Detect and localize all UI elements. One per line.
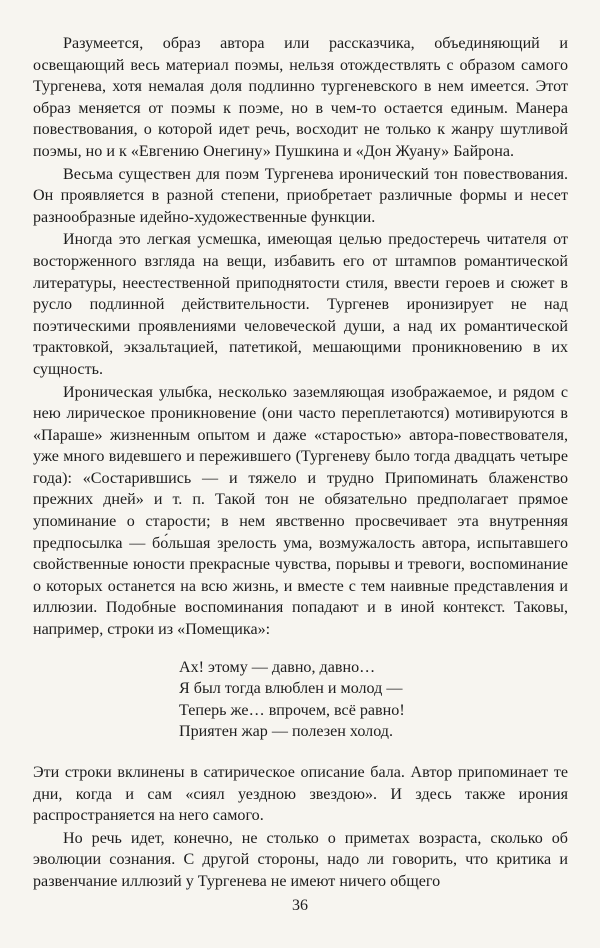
paragraph: Но речь идет, конечно, не столько о приметах возраста, сколько об эволюции сознания. С другой стороны, надо ли говорить, что критика и развенчание иллюзий у Тургенева не имеют ничего общего [33, 829, 568, 890]
poem-line: Я был тогда влюблен и молод — [179, 680, 403, 698]
page-number: 36 [292, 897, 308, 914]
paragraph: Эти строки вклинены в сатирическое описание бала. Автор припоминает те дни, когда и сам «сиял уездною звездою». И здесь также ирония распространяется на него самого. [33, 764, 568, 825]
paragraph: Разумеется, образ автора или рассказчика, объединяющий и освещающий весь материал поэмы, нельзя отождествлять с образом самого Тургенева, хотя немалая доля подлинно тургеневского в нем имеется. Этот образ меняется от поэмы к поэме, но в чем-то остается единым. Манера повествования, о которой идет речь, восходит не только к жанру шутливой поэмы, но и к «Евгению Онегину» Пушкина и «Дон Жуану» Байрона. [33, 35, 568, 160]
paragraph: Ироническая улыбка, несколько заземляющая изображаемое, и рядом с нею лирическое проникновение (они часто переплетаются) мотивируются в «Параше» жизненным опытом и даже «старостью» автора-повествователя, уже много видевшего и пережившего (Тургеневу было тогда двадцать четыре года): «Состарившись — и тяжело и трудно Припоминать блаженство прежних дней» и т. п. Такой тон не обязательно предполагает прямое упоминание о старости; в нем явственно просвечивает эта внутренняя предпосылка — бо́льшая зрелость ума, возмужалость автора, испытавшего свойственные юности прекрасные чувства, порывы и тревоги, воспоминание о которых останется на всю жизнь, и вместе с тем наивные представления и иллюзии. Подобные воспоминания попадают и в иной контекст. Таковы, например, строки из «Помещика»: [33, 383, 568, 639]
paragraph: Весьма существен для поэм Тургенева иронический тон повествования. Он проявляется в разной степени, приобретает различные формы и несет разнообразные идейно-художественные функции. [33, 165, 568, 226]
paragraph: Иногда это легкая усмешка, имеющая целью предостеречь читателя от восторженного взгляда на вещи, избавить его от штампов романтической литературы, неестественной приподнятости стиля, ввести героев и сюжет в русло подлинной действительности. Тургенев иронизирует не над поэтическими проявлениями человеческой души, а над их романтической трактовкой, экзальтацией, патетикой, мешающими проникновению в их сущность. [33, 231, 568, 378]
poem-line: Ах! этому — давно, давно… [179, 658, 376, 676]
poem-quote [179, 657, 568, 743]
poem-line: Теперь же… впрочем, всё равно! [179, 701, 405, 719]
poem-line: Приятен жар — полезен холод. [179, 723, 393, 741]
